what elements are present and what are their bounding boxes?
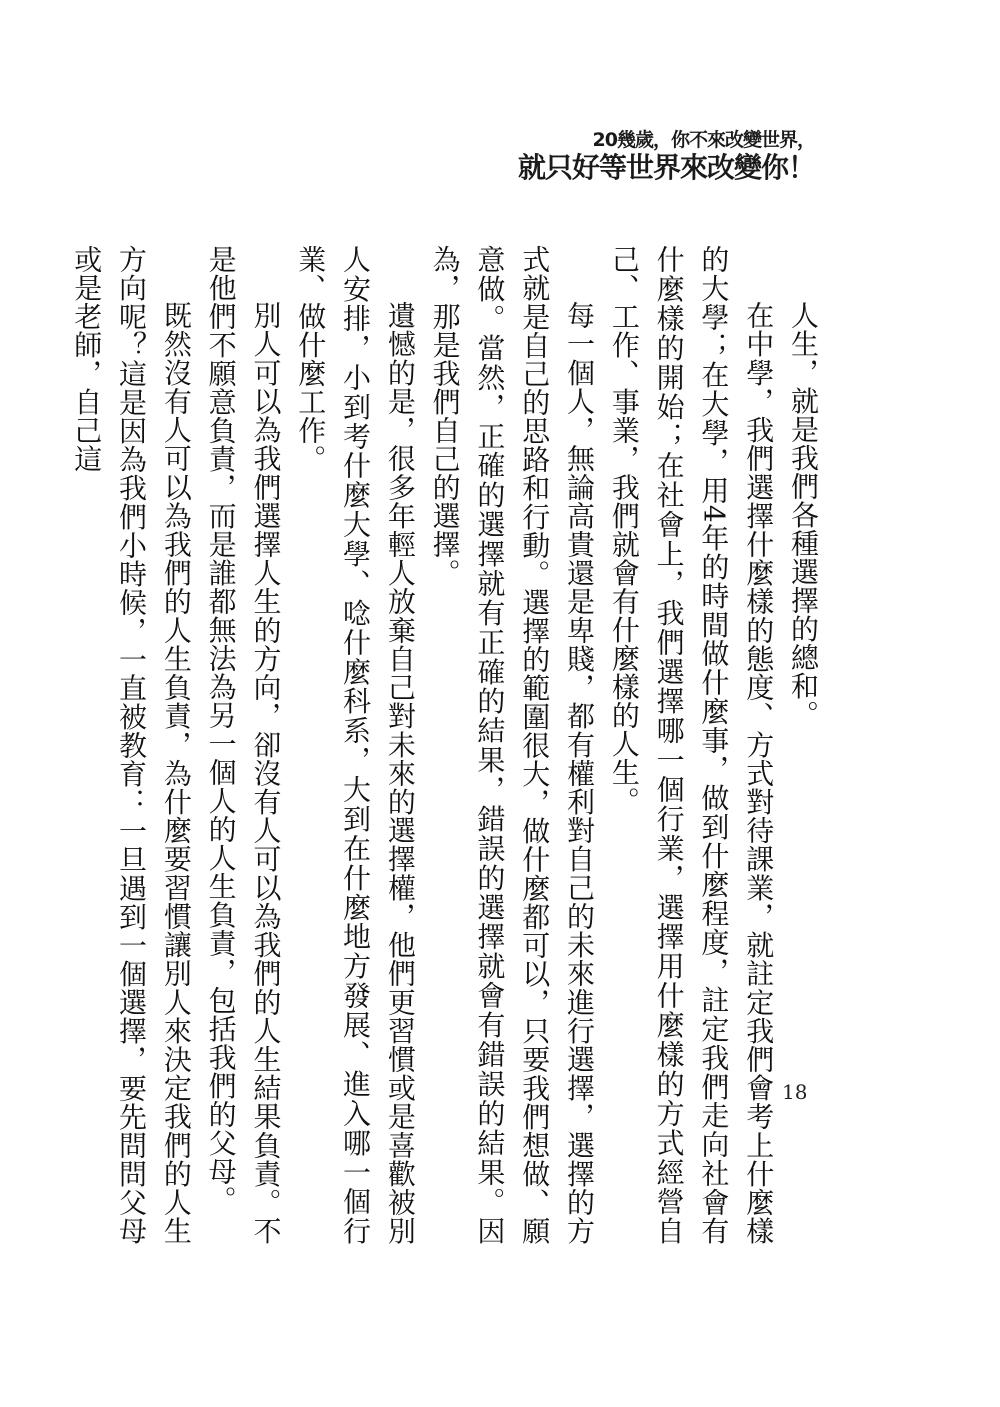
running-header — [518, 128, 815, 184]
header-line-2: 就只好等世界來改變你！ — [517, 151, 815, 184]
paragraph-1: 人生，就是我們各種選擇的總和。 — [787, 301, 820, 729]
header-line-1: 20幾歲，你不來改變世界， — [592, 129, 815, 151]
vertical-body-text — [70, 245, 825, 1245]
paragraph-3: 每一個人，無論高貴還是卑賤，都有權利對自己的未來進行選擇，選擇的方式就是自己的思路和行動。選擇的範圍很大，做什麼都可以，只要我們想做、願意做。當然，正確的選擇就有正確的結果，錯誤的選擇就會有錯誤的結果。因為，那是我們自己的選擇。 — [428, 245, 597, 1245]
page-number: 18 — [782, 1080, 808, 1104]
paragraph-4: 遺憾的是，很多年輕人放棄自己對未來的選擇權，他們更習慣或是喜歡被別人安排，小到考什麼大學、唸什麼科系，大到在什麼地方發展、進入哪一個行業、做什麼工作。 — [294, 245, 417, 1245]
paragraph-2: 在中學，我們選擇什麼樣的態度、方式對待課業，就註定我們會考上什麼樣的大學；在大學，用4年的時間做什麼事，做到什麼程度，註定我們走向社會有什麼樣的開始；在社會上，我們選擇哪一個行業，選擇用什麼樣的方式經營自己、工作、事業，我們就會有什麼樣的人生。 — [607, 245, 776, 1245]
paragraph-5: 別人可以為我們選擇人生的方向，卻沒有人可以為我們的人生結果負責。不是他們不願意負責，而是誰都無法為另一個人的人生負責，包括我們的父母。 — [204, 245, 283, 1245]
paragraph-6: 既然沒有人可以為我們的人生負責，為什麼要習慣讓別人來決定我們的人生方向呢？這是因為我們小時候，一直被教育：一旦遇到一個選擇，要先問問父母或是老師，自己這 — [70, 245, 193, 1245]
